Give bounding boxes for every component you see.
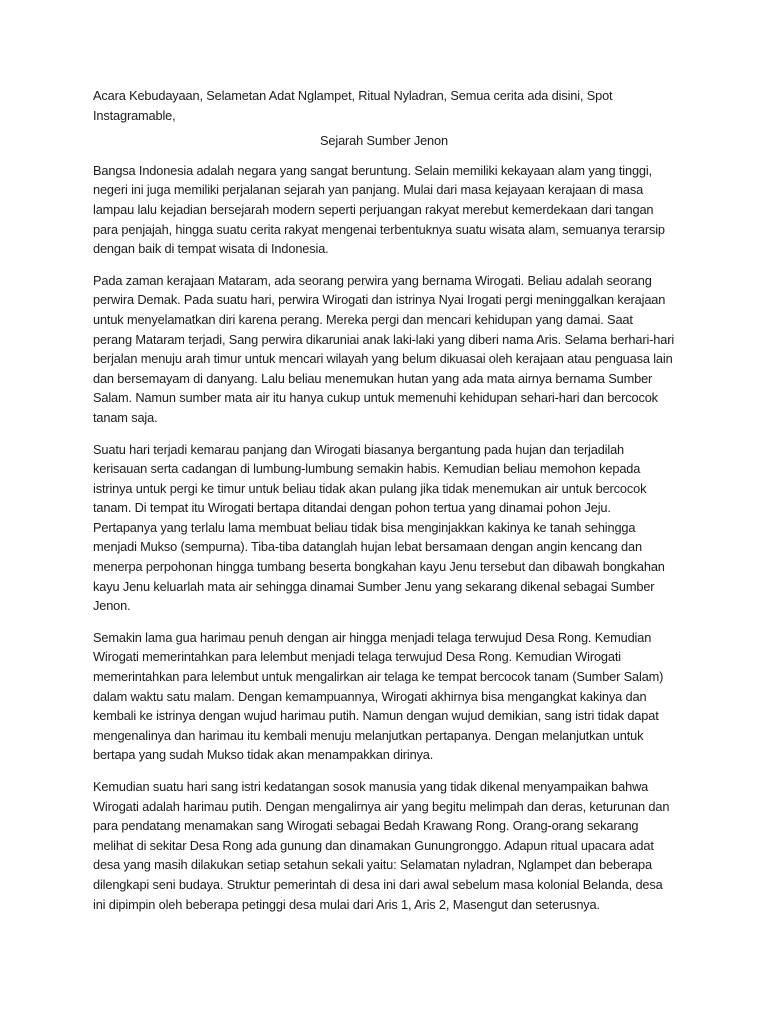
- paragraph-4: Semakin lama gua harimau penuh dengan air hingga menjadi telaga terwujud Desa Rong. Kemudian Wirogati memerintahkan para lelembut menjadi telaga terwujud Desa Rong. Kemudian Wirogati memerintahkan para lelembut untuk mengalirkan air telaga ke tempat bercocok tanam (Sumber Salam) dalam waktu satu malam. Dengan kemampuannya, Wirogati akhirnya bisa mengangkat kakinya dan kembali ke istrinya dengan wujud harimau putih. Namun dengan wujud demikian, sang istri tidak dapat mengenalinya dan harimau itu kembali menuju melanjutkan pertapanya. Dengan melanjutkan untuk bertapa yang sudah Mukso tidak akan menampakkan dirinya.: [93, 629, 664, 763]
- paragraph-5: Kemudian suatu hari sang istri kedatangan sosok manusia yang tidak dikenal menyampaikan bahwa Wirogati adalah harimau putih. Dengan mengalirnya air yang begitu melimpah dan deras, keturunan dan para pendatang menamakan sang Wirogati sebagai Bedah Krawang Rong. Orang-orang sekarang melihat di sekitar Desa Rong ada gunung dan dinamakan Gunungronggo. Adapun ritual upacara adat desa yang masih dilakukan setiap setahun sekali yaitu: Selamatan nyladran, Nglampet dan beberapa dilengkapi seni budaya. Struktur pemerintah di desa ini dari awal sebelum masa kolonial Belanda, desa ini dipimpin oleh beberapa petinggi desa mulai dari Aris 1, Aris 2, Masengut dan seterusnya.: [93, 779, 670, 912]
- document-header: Acara Kebudayaan, Selametan Adat Nglampet, Ritual Nyladran, Semua cerita ada disini, Spot Instagramable,: [93, 88, 613, 123]
- paragraph-1: Bangsa Indonesia adalah negara yang sangat beruntung. Selain memiliki kekayaan alam yang tinggi, negeri ini juga memiliki perjalanan sejarah yan panjang. Mulai dari masa kejayaan kerajaan di masa lampau lalu kejadian bersejarah modern seperti perjuangan rakyat merebut kemerdekaan dari tangan para penjajah, hingga suatu cerita rakyat mengenai terbentuknya suatu wisata alam, semuanya terarsip dengan baik di tempat wisata di Indonesia.: [93, 162, 665, 257]
- document-body: [93, 86, 675, 926]
- document-title: Sejarah Sumber Jenon: [320, 133, 448, 149]
- paragraph-2: Pada zaman kerajaan Mataram, ada seorang perwira yang bernama Wirogati. Beliau adalah seorang perwira Demak. Pada suatu hari, perwira Wirogati dan istrinya Nyai Irogati pergi meninggalkan kerajaan untuk menyelamatkan diri karena perang. Mereka pergi dan mencari kehidupan yang damai. Saat perang Mataram terjadi, Sang perwira dikaruniai anak laki-laki yang diberi nama Aris. Selama berhari-hari berjalan menuju arah timur untuk mencari wilayah yang belum dikuasai oleh kerajaan atau penguasa lain dan bersemayam di danyang. Lalu beliau menemukan hutan yang ada mata airnya bernama Sumber Salam. Namun sumber mata air itu hanya cukup untuk memenuhi kehidupan sehari-hari dan bercocok tanam saja.: [93, 272, 675, 425]
- paragraph-3: Suatu hari terjadi kemarau panjang dan Wirogati biasanya bergantung pada hujan dan terjadilah kerisauan serta cadangan di lumbung-lumbung semakin habis. Kemudian beliau memohon kepada istrinya untuk pergi ke timur untuk beliau tidak akan pulang jika tidak menemukan air untuk bercocok tanam. Di tempat itu Wirogati bertapa ditandai dengan pohon tertua yang dinamai pohon Jeju. Pertapanya yang terlalu lama membuat beliau tidak bisa menginjakkan kakinya ke tanah sehingga menjadi Mukso (sempurna). Tiba-tiba datanglah hujan lebat bersamaan dengan angin kencang dan menerpa perpohonan hingga tumbang beserta bongkahan kayu Jenu tersebut dan dibawah bongkahan kayu Jenu keluarlah mata air sehingga dinamai Sumber Jenu yang sekarang dikenal sebagai Sumber Jenon.: [93, 441, 665, 614]
